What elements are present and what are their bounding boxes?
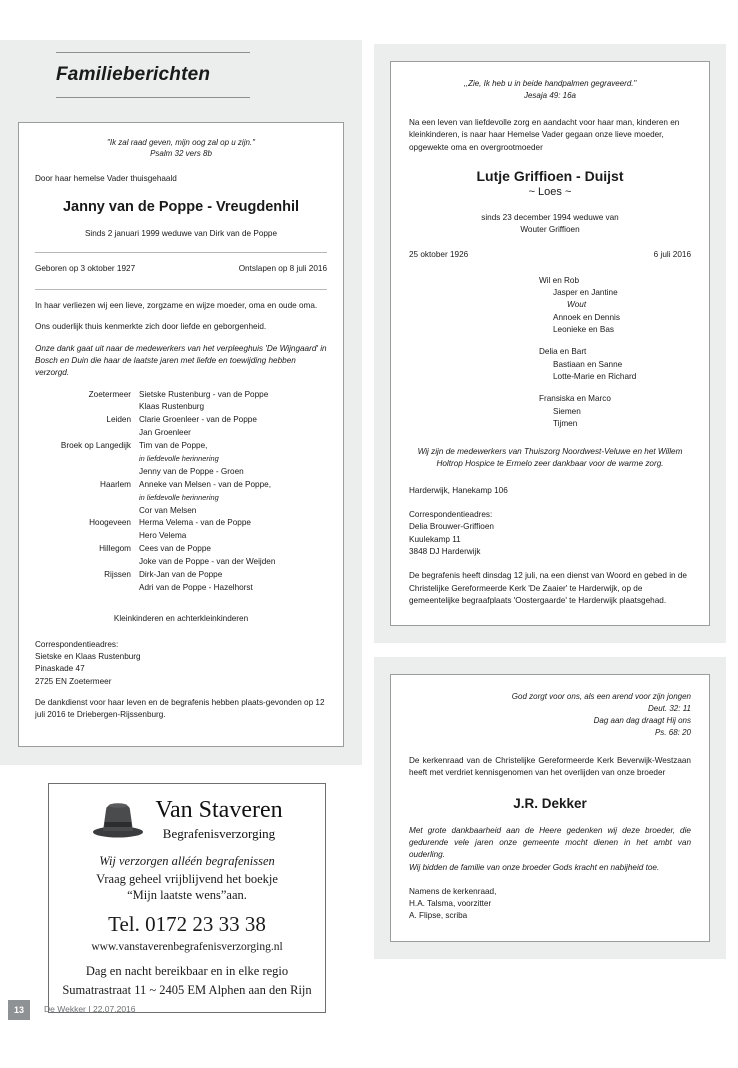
section-header: [0, 40, 362, 108]
family-names: in liefdevolle herinnering: [139, 454, 219, 463]
family-names: Hero Velema: [139, 531, 187, 541]
family-member: Fransiska en Marco: [539, 394, 611, 404]
family-names: Clarie Groenleer - van de Poppe: [139, 415, 257, 425]
obituary-quote: [409, 691, 691, 739]
signature-line: Namens de kerkenraad,: [409, 886, 497, 896]
right-column: [374, 44, 726, 959]
family-member: Leonieke en Bas: [553, 325, 614, 335]
family-row: [35, 569, 327, 582]
birth-date: 25 oktober 1926: [409, 249, 469, 259]
funeral-service-advert[interactable]: [48, 783, 326, 1012]
header-rule-top: [56, 52, 250, 53]
family-spacer: [35, 595, 327, 605]
birth-date: Geboren op 3 oktober 1927: [35, 264, 136, 274]
signature-block: [409, 886, 691, 923]
deceased-alias: ~ Loes ~: [528, 186, 572, 199]
family-place: Rijssen: [104, 570, 131, 580]
family-row: [35, 556, 327, 569]
advert-line-1: Wij verzorgen alléén begrafenissen: [99, 853, 275, 868]
family-names: Adri van de Poppe - Hazelhorst: [139, 582, 253, 592]
right-ad-panel-1: [374, 44, 726, 643]
family-row: [35, 505, 327, 518]
advert-telephone[interactable]: Tel. 0172 23 33 38: [108, 911, 266, 936]
family-names: Jan Groenleer: [139, 428, 191, 438]
family-place: [35, 556, 139, 569]
family-place: Leiden: [106, 415, 131, 425]
family-names: Cor van Melsen: [139, 505, 197, 515]
family-place: [35, 582, 139, 595]
advert-titles: [155, 798, 282, 841]
family-member: Tijmen: [553, 418, 578, 428]
divider: [35, 252, 327, 253]
signature-line: A. Flipse, scriba: [409, 911, 468, 921]
family-place: Zoetermeer: [88, 389, 131, 399]
obituary-card-poppe: [18, 122, 344, 747]
family-member: Annoek en Dennis: [553, 312, 620, 322]
family-place: [35, 401, 139, 414]
deceased-name: J.R. Dekker: [513, 795, 587, 811]
family-names: Sietske Rustenburg - van de Poppe: [139, 389, 269, 399]
family-place: Haarlem: [100, 479, 131, 489]
grandchildren-note: Kleinkinderen en achterkleinkinderen: [113, 613, 249, 623]
obituary-paragraph-2: Ons ouderlijk thuis kenmerkte zich door liefde en geborgenheid.: [35, 322, 267, 332]
page-footer: [0, 1000, 738, 1026]
left-ad-panel: [0, 108, 362, 765]
address-line: Delia Brouwer-Griffioen: [409, 522, 494, 532]
advert-line-3: “Mijn laatste wens”aan.: [127, 887, 247, 902]
family-names: Jenny van de Poppe - Groen: [139, 466, 244, 476]
left-column: [0, 40, 362, 1013]
family-names: Dirk-Jan van de Poppe: [139, 570, 223, 580]
advert-line-2: Vraag geheel vrijblijvend het boekje: [96, 871, 278, 886]
family-list: [539, 275, 691, 430]
family-member: Siemen: [553, 406, 581, 416]
correspondence-address: [35, 639, 327, 688]
obituary-closing: De begrafenis heeft dinsdag 12 juli, na een dienst van Woord en gebed in de Christelijke Gereformeerde Kerk 'De Zaaier' te Harderwijk, op de gemeentelijke begraafplaats 'Oostergaarde' te Harderwijk plaatsgehad.: [409, 571, 687, 605]
family-names: Anneke van Melsen - van de Poppe,: [139, 479, 271, 489]
quote-text: ,,Zie, Ik heb u in beide handpalmen gegraveerd.": [463, 79, 637, 88]
family-names: Tim van de Poppe,: [139, 441, 208, 451]
advert-website[interactable]: www.vanstaverenbegrafenisverzorging.nl: [91, 940, 283, 953]
page-number-badge: 13: [8, 1000, 30, 1020]
family-place: Broek op Langedijk: [60, 441, 131, 451]
family-names: Cees van de Poppe: [139, 544, 211, 554]
address-line: Kuulekamp 11: [409, 534, 461, 544]
corr-label: Correspondentieadres:: [409, 510, 493, 520]
deceased-subtitle: Sinds 2 januari 1999 weduwe van Dirk van de Poppe: [84, 229, 278, 239]
family-member: Wout: [567, 300, 587, 310]
obituary-quote: [409, 78, 691, 101]
deceased-name: Lutje Griffioen - Duijst: [476, 168, 624, 185]
footer-publication-info: De Wekker I 22.07.2016: [44, 1004, 136, 1014]
residence-address: Harderwijk, Hanekamp 106: [409, 485, 508, 495]
family-names: Klaas Rustenburg: [139, 402, 205, 412]
quote-source: Jesaja 49: 16a: [523, 90, 577, 100]
family-names: Joke van de Poppe - van der Weijden: [139, 557, 276, 567]
family-row: [35, 440, 327, 453]
quote-source-2: Ps. 68: 20: [654, 728, 691, 738]
family-place: Hillegom: [99, 544, 131, 554]
family-member: Delia en Bart: [539, 347, 587, 357]
obituary-card-griffioen: [390, 61, 710, 626]
family-place: [35, 466, 139, 479]
obituary-lead: Door haar hemelse Vader thuisgehaald: [35, 174, 177, 184]
obituary-card-dekker: [390, 674, 710, 942]
family-member: Jasper en Jantine: [553, 288, 618, 298]
divider: [35, 289, 327, 290]
obituary-paragraph-3: Onze dank gaat uit naar de medewerkers van het verpleeghuis 'De Wijngaard' in Bosch en Duin die haar de laatste jaren met liefde en toewijding hebben verzorgd.: [35, 343, 327, 378]
address-line: 2725 EN Zoetermeer: [35, 676, 112, 686]
family-row: [35, 492, 327, 505]
obituary-quote: [35, 137, 327, 159]
dates-row: [35, 263, 327, 275]
dates-row: [409, 250, 691, 259]
obituary-closing: De dankdienst voor haar leven en de begrafenis hebben plaats-gevonden op 12 juli 2016 te Driebergen-Rijssenburg.: [35, 697, 325, 720]
thanks-note: Wij zijn de medewerkers van Thuiszorg Noordwest-Veluwe en het Willem Holtrop Hospice te Ermelo zeer dankbaar voor de warme zorg.: [417, 447, 683, 469]
quote-line-1: God zorgt voor ons, als een arend voor zijn jongen: [511, 692, 691, 702]
family-row: [35, 479, 327, 492]
obituary-paragraph-1: In haar verliezen wij een lieve, zorgzame en wijze moeder, oma en oude oma.: [35, 301, 318, 311]
page-title: Familieberichten: [56, 64, 211, 85]
family-row: [35, 543, 327, 556]
address-line: 3848 DJ Harderwijk: [409, 546, 481, 556]
address-line: Sietske en Klaas Rustenburg: [35, 651, 141, 661]
family-place: [35, 492, 139, 505]
family-row: [35, 401, 327, 414]
quote-source: Psalm 32 vers 8b: [150, 149, 212, 159]
obituary-intro: Na een leven van liefdevolle zorg en aandacht voor haar man, kinderen en kleinkinderen, is naar haar Hemelse Vader gegaan onze lieve moeder, opgewekte oma en overgrootmoeder: [409, 118, 680, 152]
family-member: Bastiaan en Sanne: [553, 359, 623, 369]
corr-label: Correspondentieadres:: [35, 639, 119, 649]
family-list: [35, 389, 327, 605]
family-row: [35, 517, 327, 530]
obituary-body-2: Wij bidden de familie van onze broeder Gods kracht en nabijheid toe.: [409, 862, 660, 872]
advert-address: Sumatrastraat 11 ~ 2405 EM Alphen aan den Rijn: [62, 982, 312, 997]
advert-company-name: Van Staveren: [155, 797, 283, 824]
family-member: Lotte-Marie en Richard: [553, 371, 637, 381]
advert-company-subtitle: Begrafenisverzorging: [162, 825, 276, 841]
death-date: Ontslapen op 8 juli 2016: [238, 264, 327, 274]
deceased-name: Janny van de Poppe - Vreugdenhil: [62, 199, 300, 216]
death-date: 6 juli 2016: [653, 249, 691, 259]
family-place: Hoogeveen: [89, 518, 131, 528]
family-row: [35, 414, 327, 427]
advert-header: [59, 798, 315, 841]
family-row: [35, 466, 327, 479]
quote-source-1: Deut. 32: 11: [648, 704, 691, 714]
family-member: Wil en Rob: [539, 275, 580, 285]
header-rule-bottom: [56, 97, 250, 98]
quote-text: "Ik zal raad geven, mijn oog zal op u zijn.": [107, 138, 255, 147]
family-place: [35, 453, 139, 466]
address-line: Pinaskade 47: [35, 664, 85, 674]
family-names: in liefdevolle herinnering: [139, 492, 219, 502]
advert-line-4: Dag en nacht bereikbaar en in elke regio: [85, 963, 289, 978]
family-row: [35, 427, 327, 440]
family-place: [35, 530, 139, 543]
family-place: [35, 505, 139, 518]
obituary-intro: De kerkenraad van de Christelijke Gereformeerde Kerk Beverwijk-Westzaan heeft met verdriet kennisgenomen van het overlijden van onze broeder: [409, 756, 691, 778]
right-ad-panel-2: [374, 657, 726, 959]
family-row: [35, 453, 327, 466]
family-names: Herma Velema - van de Poppe: [139, 518, 251, 528]
top-hat-icon: [91, 800, 145, 840]
family-place: [35, 427, 139, 440]
correspondence-address: [409, 509, 691, 558]
family-row: [35, 582, 327, 595]
family-row: [35, 530, 327, 543]
quote-line-2: Dag aan dag draagt Hij ons: [593, 716, 691, 726]
family-row: [35, 389, 327, 402]
obituary-body-1: Met grote dankbaarheid aan de Heere gedenken wij deze broeder, die gedurende vele jaren onze gemeente mocht dienen in het ambt van ouderling.: [409, 825, 691, 860]
widow-note: sinds 23 december 1994 weduwe van Wouter Griffioen: [481, 213, 619, 234]
signature-line: H.A. Talsma, voorzitter: [409, 899, 492, 909]
